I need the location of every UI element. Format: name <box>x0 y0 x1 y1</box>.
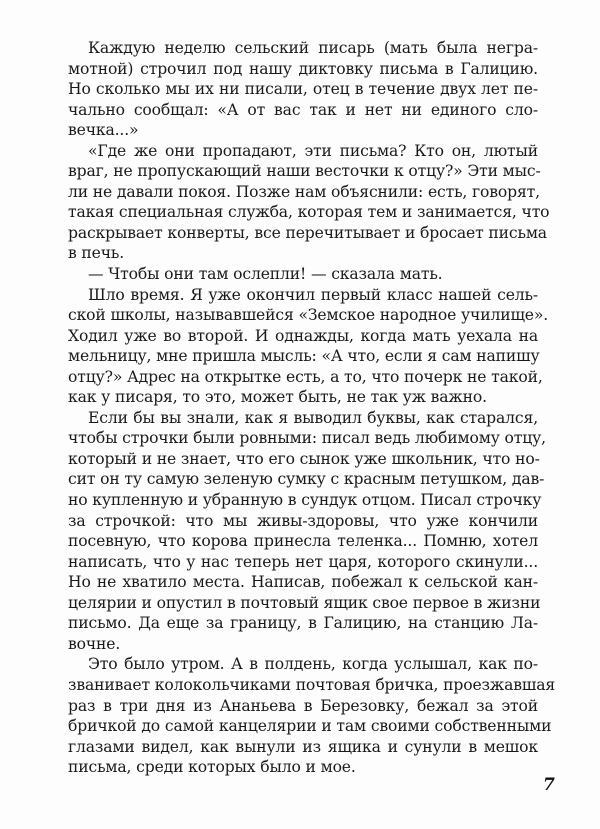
body-text <box>68 38 556 778</box>
text-line: сит он ту самую зеленую сумку с красным петушком, дав- <box>68 470 545 489</box>
text-line: ли не давали покоя. Позже нам объяснили: есть, говорят, <box>68 182 540 201</box>
text-line: ской школы, называвшейся «Земское народное училище». <box>68 306 549 325</box>
text-line: но купленную и убранную в сундук отцом. Писал строчку <box>68 491 542 510</box>
text-line: Ходил уже во второй. И однажды, когда мать уехала на <box>68 326 538 345</box>
text-line: посевную, что корова принесла теленка... Помню, хотел <box>68 532 538 551</box>
text-line: как у писаря, то это, может быть, не так уж важно. <box>68 388 487 407</box>
text-line: званивает колокольчиками почтовая бричка, проезжавшая <box>68 675 556 694</box>
paragraph <box>68 285 549 408</box>
text-line: — Чтобы они там ослепли! — сказала мать. <box>88 265 443 284</box>
page-number: 7 <box>543 775 555 795</box>
text-line: раз в три дня из Ананьева в Березовку, бежал за этой <box>68 696 538 715</box>
text-line: мотной) строчил под нашу диктовку письма в Галицию. <box>68 59 538 78</box>
text-line: Это было утром. А в полдень, когда услышал, как по- <box>88 655 538 674</box>
text-line: Но сколько мы их ни писали, отец в течение двух лет пе- <box>68 80 538 99</box>
text-line: «Где же они пропадают, эти письма? Кто он, лютый <box>88 141 538 160</box>
text-line: мельницу, мне пришла мысль: «А что, если я сам напишу <box>68 347 540 366</box>
paragraph <box>68 141 550 264</box>
text-line: вечка...» <box>68 121 139 140</box>
text-line: чтобы строчки были ровными: писал ведь любимому отцу, <box>68 429 546 448</box>
text-line: Каждую неделю сельский писарь (мать была негра- <box>88 39 538 57</box>
text-line: враг, не пропускающий наши весточки к отцу?» Эти мыс- <box>68 162 541 181</box>
text-line: письмо. Да еще за границу, в Галицию, на станцию Ла- <box>68 614 538 633</box>
text-line: чально сообщал: «А от вас так и нет ни единого сло- <box>68 100 538 119</box>
text-line: написать, что у нас теперь нет царя, которого скинули... <box>68 552 538 571</box>
text-line: Но не хватило места. Написав, побежал к сельской кан- <box>68 573 538 592</box>
paragraph <box>68 408 546 655</box>
paragraph <box>68 264 538 285</box>
paragraph <box>68 654 556 777</box>
text-line: раскрывает конверты, все перечитывает и бросает письма <box>68 223 547 242</box>
text-line: вочне. <box>68 634 121 653</box>
text-line: Если бы вы знали, как я выводил буквы, как старался, <box>88 408 538 427</box>
text-line: глазами видел, как вынули из ящика и сунули в мешок <box>68 737 538 756</box>
paragraph <box>68 38 538 141</box>
text-line: целярии и опустил в почтовый ящик свое первое в жизни <box>68 593 541 612</box>
text-line: отцу?» Адрес на открытке есть, а то, что почерк не такой, <box>68 367 543 386</box>
text-line: за строчкой: что мы живы-здоровы, что уже кончили <box>68 511 538 530</box>
text-line: такая специальная служба, которая тем и занимается, что <box>68 203 550 222</box>
text-line: письма, среди которых было и мое. <box>68 758 356 777</box>
text-line: который и не знает, что его сынок уже школьник, что но- <box>68 449 540 468</box>
text-line: бричкой до самой канцелярии и там своими собственными <box>68 717 552 736</box>
text-line: в печь. <box>68 244 125 263</box>
text-line: Шло время. Я уже окончил первый класс нашей сель- <box>88 285 538 304</box>
